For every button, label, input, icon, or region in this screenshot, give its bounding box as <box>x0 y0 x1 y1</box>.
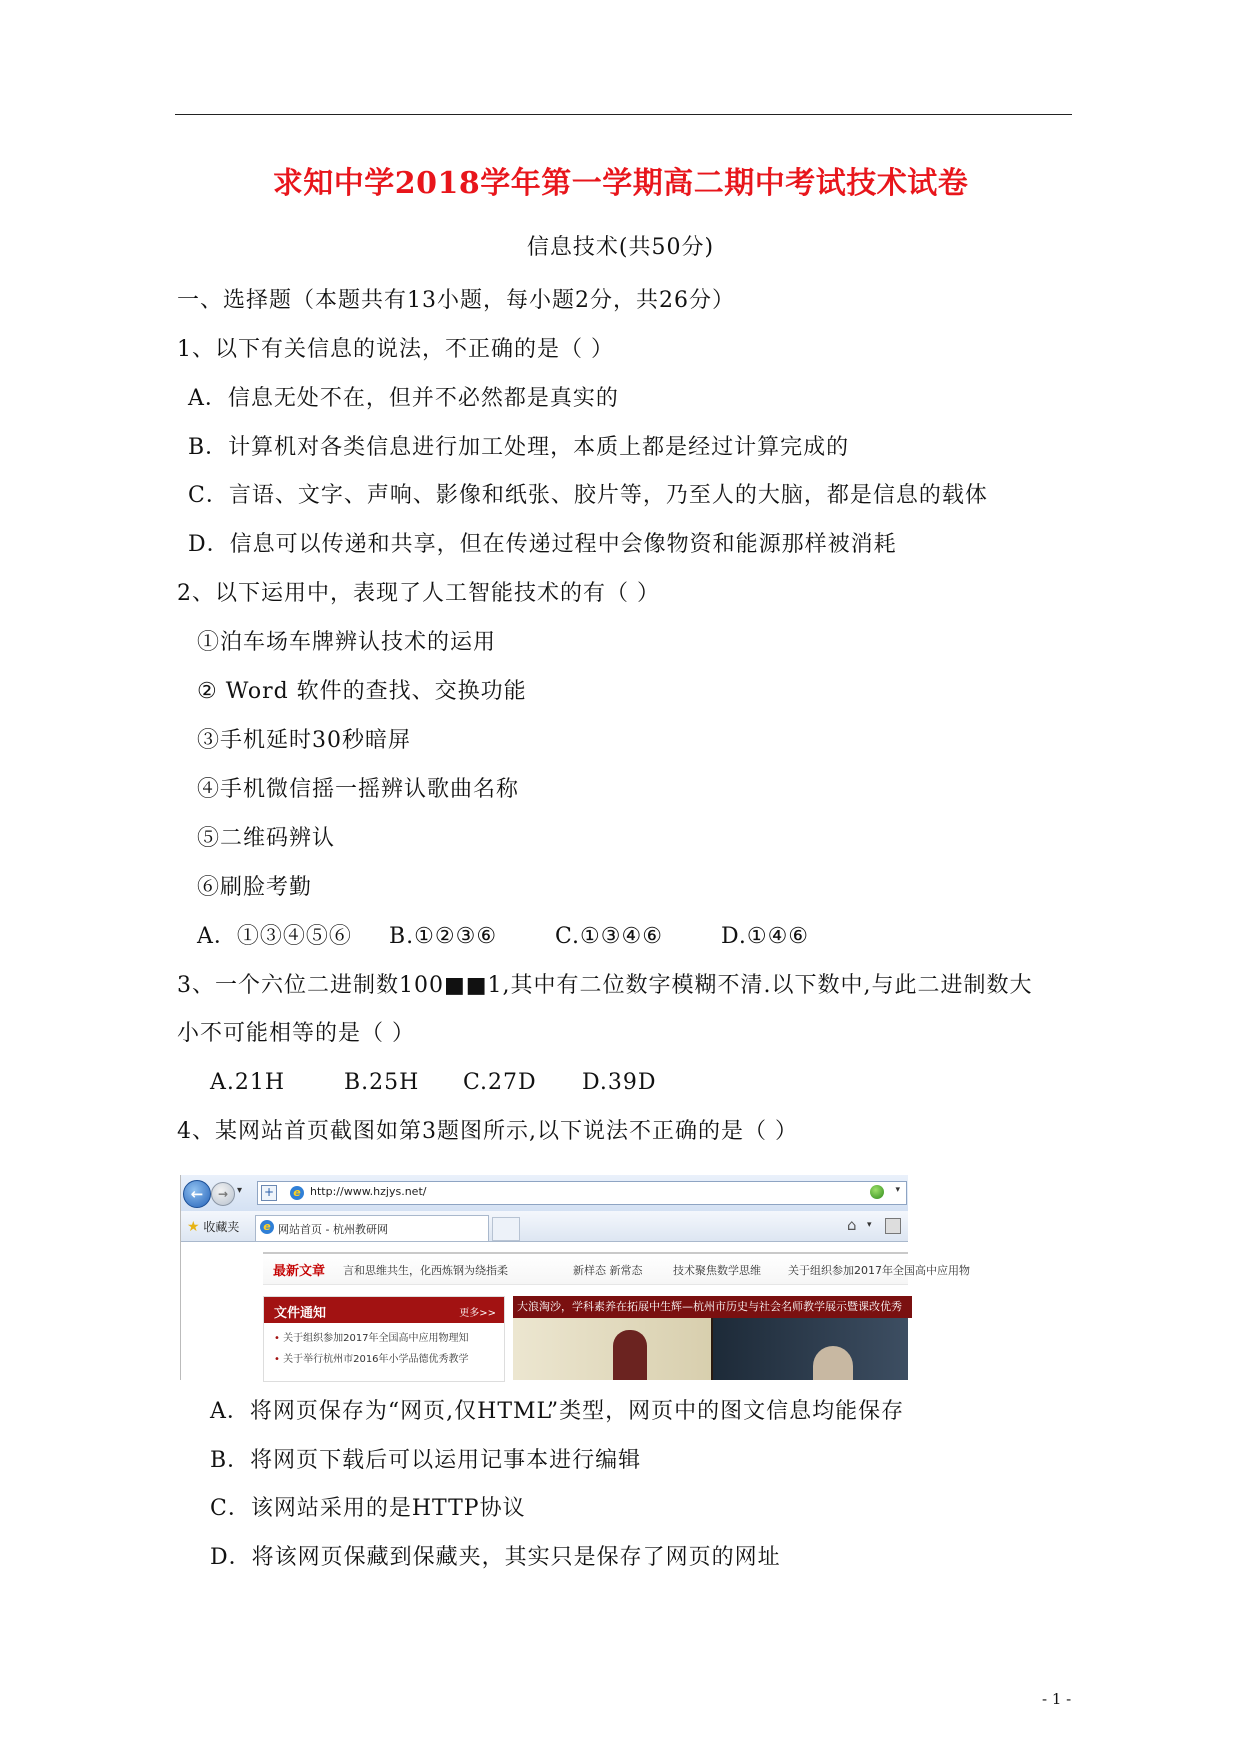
more-link: 更多>> <box>459 1308 496 1319</box>
q4-option-d: D．将该网页保藏到保藏夹，其实只是保存了网页的网址 <box>210 1545 781 1570</box>
security-icon: + <box>261 1185 277 1201</box>
url-text: http://www.hzjys.net/ <box>310 1185 427 1198</box>
q2-option-d: D.①④⑥ <box>721 924 810 949</box>
q1-option-a: A．信息无处不在，但并不必然都是真实的 <box>188 386 619 411</box>
q2-options <box>197 922 809 952</box>
news-lead: 最新文章 <box>273 1264 326 1279</box>
latest-news-bar <box>263 1252 970 1285</box>
browser-address-bar <box>181 1175 908 1211</box>
q1-option-d: D．信息可以传递和共享，但在传递过程中会像物资和能源那样被消耗 <box>188 532 897 557</box>
webpage-content <box>181 1242 970 1380</box>
print-icon <box>885 1218 901 1234</box>
audience-figure <box>813 1346 853 1380</box>
favorites-button <box>187 1218 239 1235</box>
back-icon: ← <box>183 1180 211 1208</box>
star-icon: ★ <box>187 1219 200 1235</box>
ie-tab-icon: e <box>260 1220 274 1234</box>
tab-title: 网站首页 - 杭州教研网 <box>278 1223 388 1236</box>
q2-item-5: ⑤二维码辨认 <box>197 826 336 851</box>
q2-stem: 2、以下运用中，表现了人工智能技术的有（ ） <box>177 581 660 606</box>
favorites-label: 收藏夹 <box>203 1220 240 1234</box>
file-notice-box <box>263 1296 505 1382</box>
file-item: • 关于组织参加2017年全国高中应用物理知 <box>274 1333 469 1344</box>
url-field <box>257 1181 907 1205</box>
q4-option-c: C．该网站采用的是HTTP协议 <box>210 1496 526 1521</box>
q1-option-b: B．计算机对各类信息进行加工处理，本质上都是经过计算完成的 <box>188 435 850 460</box>
header-rule <box>175 114 1072 115</box>
browser-tab-bar <box>181 1211 908 1242</box>
q2-item-2: ② Word 软件的查找、交换功能 <box>197 679 527 704</box>
q3-options <box>210 1068 656 1098</box>
news-item: 新样态 新常态 <box>573 1264 643 1277</box>
q3-option-c: C.27D <box>463 1070 537 1095</box>
q4-stem: 4、某网站首页截图如第3题图所示,以下说法不正确的是（ ） <box>177 1119 798 1144</box>
history-dropdown-icon: ▾ <box>237 1185 243 1196</box>
news-photo <box>513 1296 908 1380</box>
news-item: 言和思维共生，化西炼钢为绕指柔 <box>343 1264 508 1277</box>
exam-subtitle: 信息技术(共50分) <box>526 235 715 260</box>
q4-option-a: A．将网页保存为“网页,仅HTML”类型，网页中的图文信息均能保存 <box>210 1399 905 1424</box>
q2-item-4: ④手机微信摇一摇辨认歌曲名称 <box>197 777 520 802</box>
news-item: 关于组织参加2017年全国高中应用物 <box>788 1264 970 1277</box>
q2-option-a: A．①③④⑤⑥ <box>197 924 352 949</box>
exam-title: 求知中学2018学年第一学期高二期中考试技术试卷 <box>272 166 969 201</box>
speaker-figure <box>613 1330 647 1380</box>
website-screenshot-figure <box>180 1175 970 1380</box>
q2-option-c: C.①③④⑥ <box>555 924 663 949</box>
q2-item-1: ①泊车场车牌辨认技术的运用 <box>197 630 497 655</box>
forward-icon: → <box>211 1182 235 1206</box>
q1-stem: 1、以下有关信息的说法，不正确的是（ ） <box>177 337 614 362</box>
q4-option-b: B．将网页下载后可以运用记事本进行编辑 <box>210 1448 642 1473</box>
file-notice-heading: 文件通知 <box>274 1306 327 1321</box>
page-number: - 1 - <box>1042 1690 1072 1708</box>
q3-stem-line1: 3、一个六位二进制数100■■1,其中有二位数字模糊不清.以下数中,与此二进制数大 <box>177 973 1033 998</box>
chevron-down-icon: ▾ <box>895 1185 900 1195</box>
q3-stem-line2: 小不可能相等的是（ ） <box>177 1021 415 1046</box>
news-item: 技术聚焦数学思维 <box>673 1264 761 1277</box>
q3-option-a: A.21H <box>210 1070 286 1095</box>
photo-caption: 大浪淘沙，学科素养在拓展中生辉—杭州市历史与社会名师教学展示暨课改优秀 <box>513 1296 912 1318</box>
ie-page-icon: e <box>290 1186 304 1200</box>
q2-item-3: ③手机延时30秒暗屏 <box>197 728 411 753</box>
new-tab-button <box>492 1217 520 1241</box>
browser-tab <box>255 1215 489 1241</box>
section-heading: 一、选择题（本题共有13小题，每小题2分，共26分） <box>177 288 735 313</box>
file-item: • 关于举行杭州市2016年小学品德优秀教学 <box>274 1354 469 1365</box>
chevron-down-icon: ▾ <box>867 1220 872 1230</box>
q2-item-6: ⑥刷脸考勤 <box>197 875 313 900</box>
q2-option-b: B.①②③⑥ <box>389 924 498 949</box>
q1-option-c: C．言语、文字、声响、影像和纸张、胶片等，乃至人的大脑，都是信息的载体 <box>188 483 988 508</box>
home-icon: ⌂ <box>847 1216 857 1234</box>
q3-option-d: D.39D <box>582 1070 657 1095</box>
q3-option-b: B.25H <box>344 1070 420 1095</box>
refresh-icon <box>870 1185 884 1199</box>
